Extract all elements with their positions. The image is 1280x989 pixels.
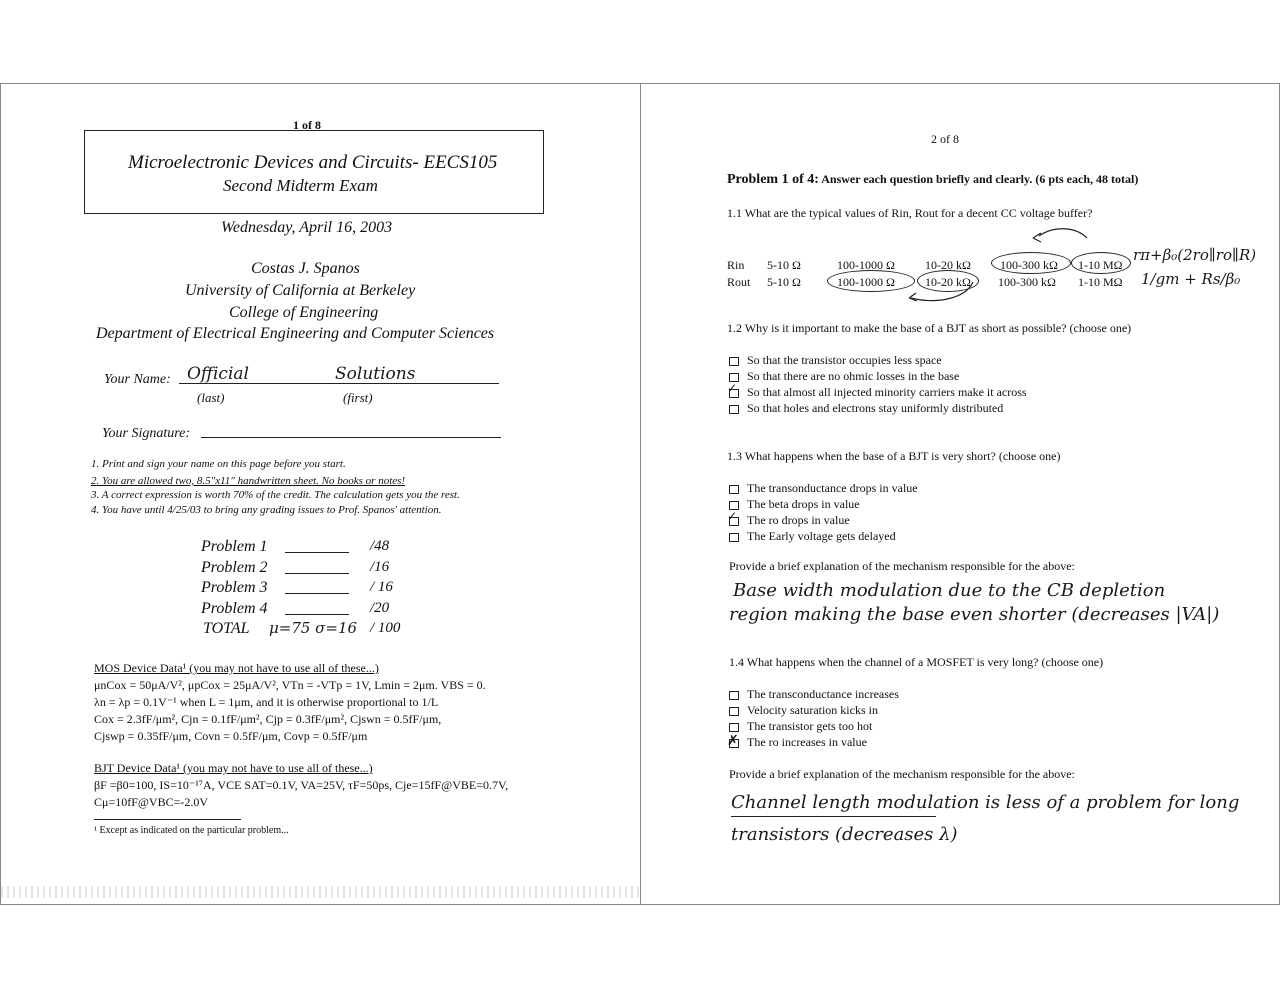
option-label: The beta drops in value xyxy=(747,497,860,511)
exam-date: Wednesday, April 16, 2003 xyxy=(221,219,393,236)
option-label: The ro increases in value xyxy=(747,735,867,749)
bjt-data-line-1: βF =β0=100, IS=10⁻¹⁷A, VCE SAT=0.1V, VA=25V, τF=50ps, Cje=15fF@VBE=0.7V, xyxy=(94,778,509,792)
score-line-2 xyxy=(285,573,349,574)
checkbox-icon xyxy=(729,357,739,366)
college: College of Engineering xyxy=(229,304,379,321)
last-label: (last) xyxy=(197,390,225,405)
q13-option-3[interactable] xyxy=(729,513,850,528)
q12-option-1[interactable] xyxy=(729,353,942,368)
rout-val-5: 1-10 MΩ xyxy=(1078,275,1123,289)
rin-val-1: 5-10 Ω xyxy=(767,258,801,272)
instructor: Costas J. Spanos xyxy=(251,260,360,277)
footnote: ¹ Except as indicated on the particular problem... xyxy=(94,825,289,836)
question-1-2: 1.2 Why is it important to make the base of a BJT as short as possible? (choose one) xyxy=(727,321,1132,335)
rin-val-2: 100-1000 Ω xyxy=(837,258,895,272)
score-line-3 xyxy=(285,593,349,594)
question-1-4: 1.4 What happens when the channel of a MOSFET is very long? (choose one) xyxy=(729,655,1104,669)
score-max-2: /16 xyxy=(370,559,390,575)
mos-data-line-2: λn = λp = 0.1V⁻¹ when L = 1μm, and it is otherwise proportional to 1/L xyxy=(94,695,439,709)
rout-val-4: 100-300 kΩ xyxy=(998,275,1056,289)
q14-option-1[interactable] xyxy=(729,687,899,702)
handwritten-answer-1-3-line-1: Base width modulation due to the CB depletion xyxy=(733,580,1166,601)
option-label: The ro drops in value xyxy=(747,513,850,527)
instruction-4: 4. You have until 4/25/03 to bring any grading issues to Prof. Spanos' attention. xyxy=(91,504,442,516)
mos-data-heading: MOS Device Data¹ (you may not have to use all of these...) xyxy=(94,661,379,675)
checkbox-icon xyxy=(729,405,739,414)
option-label: The transconductance increases xyxy=(747,687,899,701)
scan-noise xyxy=(1,886,640,898)
q12-option-3[interactable] xyxy=(729,385,1027,400)
rout-val-2: 100-1000 Ω xyxy=(837,275,895,289)
problem-heading-bold: Problem 1 of 4: xyxy=(727,172,819,187)
handwritten-answer-1-4-line-2: transistors (decreases λ) xyxy=(731,824,958,845)
exam-page-2 xyxy=(640,83,1280,905)
score-label-4: Problem 4 xyxy=(201,600,268,617)
rout-label: Rout xyxy=(727,275,751,289)
option-label: The transistor gets too hot xyxy=(747,719,873,733)
problem-heading xyxy=(727,171,1138,188)
checkbox-icon xyxy=(729,485,739,494)
first-label: (first) xyxy=(343,390,373,405)
rin-val-5: 1-10 MΩ xyxy=(1078,258,1123,272)
instruction-3: 3. A correct expression is worth 70% of the credit. The calculation gets you the rest. xyxy=(91,489,460,501)
page-number: 1 of 8 xyxy=(293,118,321,132)
bjt-data-line-2: Cμ=10fF@VBC=-2.0V xyxy=(94,795,209,809)
score-label-3: Problem 3 xyxy=(201,579,268,596)
option-label: So that there are no ohmic losses in the base xyxy=(747,369,960,383)
handwritten-answer-1-4-line-1: Channel length modulation is less of a problem for long xyxy=(731,792,1240,813)
q14-option-4[interactable] xyxy=(729,735,867,750)
score-max-3: / 16 xyxy=(370,579,393,595)
checkbox-icon xyxy=(729,533,739,542)
signature-line xyxy=(201,437,501,438)
instruction-1: 1. Print and sign your name on this page before you start. xyxy=(91,458,346,470)
q12-option-4[interactable] xyxy=(729,401,1003,416)
option-label: Velocity saturation kicks in xyxy=(747,703,878,717)
page-number: 2 of 8 xyxy=(931,132,959,146)
department: Department of Electrical Engineering and Computer Sciences xyxy=(96,325,495,342)
q12-option-2[interactable] xyxy=(729,369,959,384)
annotation-arrows xyxy=(821,226,1091,310)
question-1-3: 1.3 What happens when the base of a BJT is very short? (choose one) xyxy=(727,449,1061,463)
handwritten-underline xyxy=(731,816,936,817)
university: University of California at Berkeley xyxy=(185,282,416,299)
problem-heading-rest: Answer each question briefly and clearly. (6 pts each, 48 total) xyxy=(818,172,1139,186)
score-label-1: Problem 1 xyxy=(201,538,268,555)
rout-val-1: 5-10 Ω xyxy=(767,275,801,289)
q13-option-1[interactable] xyxy=(729,481,918,496)
score-max-4: /20 xyxy=(370,600,390,616)
q13-option-2[interactable] xyxy=(729,497,860,512)
name-last-handwritten: Official xyxy=(187,364,249,384)
q14-option-2[interactable] xyxy=(729,703,878,718)
x-mark-icon: ✗ xyxy=(727,733,739,749)
name-label: Your Name: xyxy=(104,372,171,387)
rout-val-3: 10-20 kΩ xyxy=(925,275,971,289)
mos-data-line-1: μnCox = 50μA/V², μpCox = 25μA/V², VTn = -VTp = 1V, Lmin = 2μm. VBS = 0. xyxy=(94,678,486,692)
checkbox-icon xyxy=(729,707,739,716)
exam-title: Second Midterm Exam xyxy=(223,176,378,195)
footnote-rule xyxy=(94,819,241,820)
explain-prompt-2: Provide a brief explanation of the mechanism responsible for the above: xyxy=(729,767,1075,781)
option-label: The Early voltage gets delayed xyxy=(747,529,896,543)
checkmark-icon: ✓ xyxy=(727,509,738,523)
q14-option-3[interactable] xyxy=(729,719,872,734)
checkbox-icon xyxy=(729,723,739,732)
mos-data-line-3: Cox = 2.3fF/μm², Cjn = 0.1fF/μm², Cjp = 0.3fF/μm², Cjswn = 0.5fF/μm, xyxy=(94,712,442,726)
rin-label: Rin xyxy=(727,258,745,272)
score-line-4 xyxy=(285,614,349,615)
option-label: So that the transistor occupies less space xyxy=(747,353,942,367)
handwritten-answer-1-3-line-2: region making the base even shorter (decreases |VA|) xyxy=(729,604,1220,625)
checkmark-icon: ✓ xyxy=(727,381,738,395)
exam-page-1 xyxy=(0,83,641,905)
mos-data-line-4: Cjswp = 0.35fF/μm, Covn = 0.5fF/μm, Covp = 0.5fF/μm xyxy=(94,729,368,743)
handwritten-rout-formula: 1/gm + Rs/β₀ xyxy=(1141,270,1241,288)
explain-prompt-1: Provide a brief explanation of the mechanism responsible for the above: xyxy=(729,559,1075,573)
score-line-1 xyxy=(285,552,349,553)
checkbox-icon xyxy=(729,691,739,700)
score-stats-handwritten: μ=75 σ=16 xyxy=(269,619,358,637)
score-max-total: / 100 xyxy=(370,620,401,636)
score-max-1: /48 xyxy=(370,538,390,554)
option-label: The transonductance drops in value xyxy=(747,481,918,495)
question-1-1: 1.1 What are the typical values of Rin, Rout for a decent CC voltage buffer? xyxy=(727,206,1093,220)
bjt-data-heading: BJT Device Data¹ (you may not have to use all of these...) xyxy=(94,761,373,775)
signature-label: Your Signature: xyxy=(102,426,191,441)
option-label: So that almost all injected minority carriers make it across xyxy=(747,385,1027,399)
handwritten-rin-formula: rπ+β₀(2ro∥ro∥R) xyxy=(1133,246,1257,264)
option-label: So that holes and electrons stay uniformly distributed xyxy=(747,401,1004,415)
score-label-2: Problem 2 xyxy=(201,559,268,576)
name-first-handwritten: Solutions xyxy=(335,364,416,384)
course-title: Microelectronic Devices and Circuits- EECS105 xyxy=(128,152,498,173)
instruction-2: 2. You are allowed two, 8.5"x11" handwritten sheet. No books or notes! xyxy=(91,475,406,487)
rin-val-4: 100-300 kΩ xyxy=(1000,258,1058,272)
q13-option-4[interactable] xyxy=(729,529,896,544)
score-label-total: TOTAL xyxy=(203,620,250,637)
rin-val-3: 10-20 kΩ xyxy=(925,258,971,272)
